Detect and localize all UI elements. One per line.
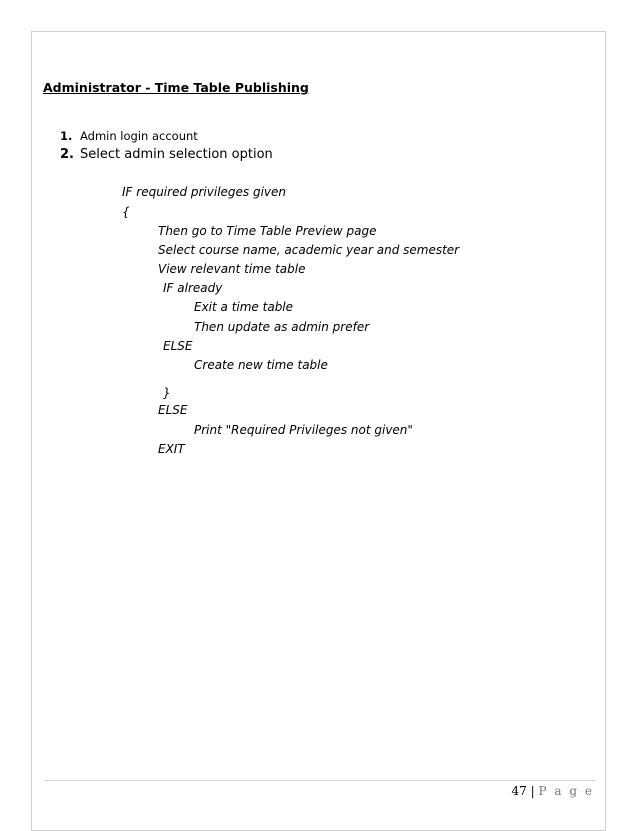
algorithm-line: Create new time table bbox=[194, 358, 328, 372]
footer-separator: | bbox=[530, 784, 535, 798]
algorithm-line: Exit a time table bbox=[194, 300, 294, 314]
algorithm-line: Print "Required Privileges not given" bbox=[194, 423, 413, 437]
step-item-1 bbox=[60, 129, 198, 143]
algorithm-line: { bbox=[122, 205, 130, 219]
page-number: 47 bbox=[511, 784, 527, 798]
step-text: Select admin selection option bbox=[80, 147, 273, 162]
footer-divider bbox=[44, 780, 596, 781]
algorithm-line: ELSE bbox=[158, 403, 188, 417]
algorithm-line: EXIT bbox=[158, 442, 185, 456]
page-label: P a g e bbox=[538, 784, 594, 798]
algorithm-line: ELSE bbox=[163, 339, 193, 353]
algorithm-line: IF required privileges given bbox=[122, 185, 287, 199]
algorithm-line: View relevant time table bbox=[158, 262, 306, 276]
page-footer bbox=[512, 784, 594, 798]
algorithm-line: IF already bbox=[163, 281, 223, 295]
section-heading: Administrator - Time Table Publishing bbox=[43, 80, 309, 95]
step-item-2 bbox=[60, 147, 273, 162]
step-number: 1. bbox=[60, 129, 73, 143]
step-text: Admin login account bbox=[80, 129, 198, 143]
algorithm-line: } bbox=[163, 386, 171, 400]
algorithm-line: Then go to Time Table Preview page bbox=[158, 224, 377, 238]
algorithm-line: Select course name, academic year and semester bbox=[158, 243, 460, 257]
algorithm-line: Then update as admin prefer bbox=[194, 320, 370, 334]
step-number: 2. bbox=[60, 147, 74, 162]
